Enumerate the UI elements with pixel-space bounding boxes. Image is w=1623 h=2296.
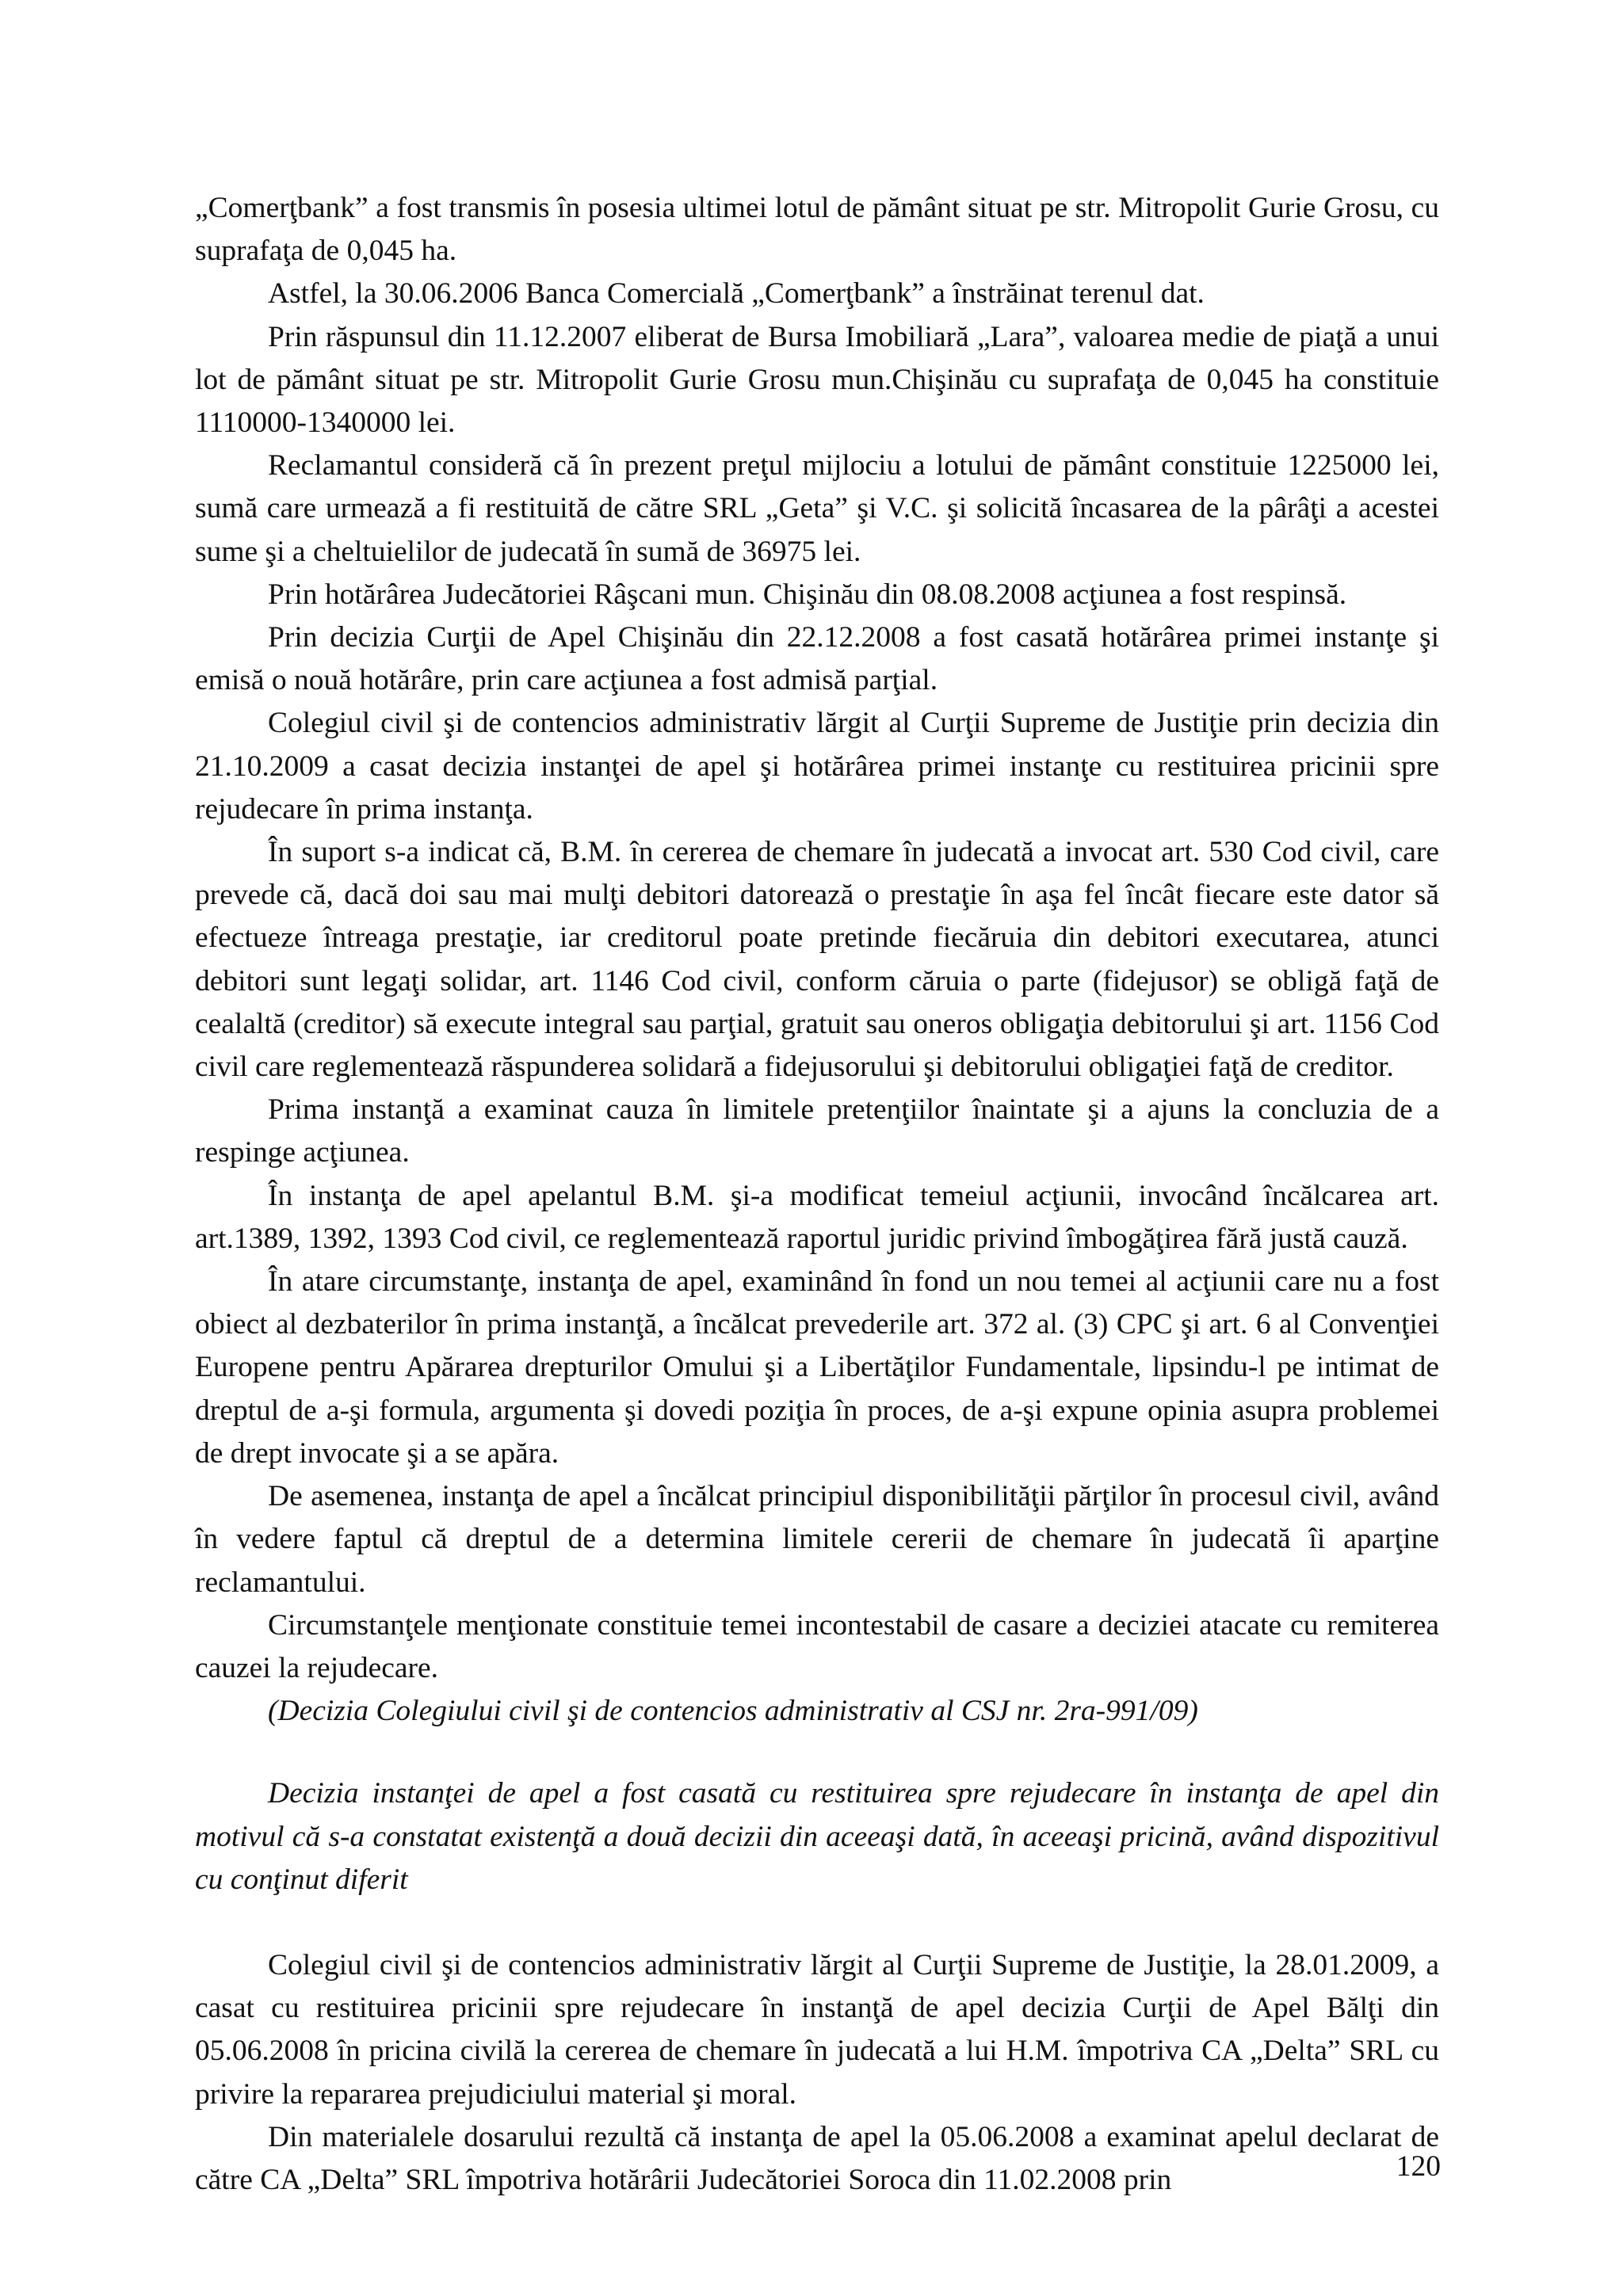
paragraph: Prima instanţă a examinat cauza în limitele pretenţiilor înaintate şi a ajuns la concluzia de a respinge acţiunea.	[195, 1093, 1439, 1169]
document-page	[195, 187, 1439, 2202]
paragraph: Circumstanţele menţionate constituie temei incontestabil de casare a deciziei atacate cu remiterea cauzei la rejudecare.	[195, 1608, 1439, 1684]
page-number: 120	[1396, 2150, 1441, 2183]
decision-citation: (Decizia Colegiului civil şi de contencios administrativ al CSJ nr. 2ra-991/09)	[268, 1695, 1198, 1728]
section-summary: Decizia instanţei de apel a fost casată cu restituirea spre rejudecare în instanţa de apel din motivul că s-a constatat existenţă a două decizii din aceeaşi dată, în aceeaşi pricină, având dispozitivul cu conţinut diferit	[195, 1777, 1439, 1896]
paragraph: În atare circumstanţe, instanţa de apel, examinând în fond un nou temei al acţiunii care nu a fost obiect al dezbaterilor în prima instanţă, a încălcat prevederile art. 372 al. (3) CPC şi art. 6 al Convenţiei Europene pentru Apărarea drepturilor Omului şi a Libertăţilor Fundamentale, lipsindu-l pe intimat de dreptul de a-şi formula, argumenta şi dovedi poziţia în proces, de a-şi expune opinia asupra problemei de drept invocate şi a se apăra.	[195, 1265, 1439, 1470]
paragraph: Prin hotărârea Judecătoriei Râşcani mun. Chişinău din 08.08.2008 acţiunea a fost respinsă.	[268, 578, 1347, 611]
paragraph: Prin răspunsul din 11.12.2007 eliberat de Bursa Imobiliară „Lara”, valoarea medie de piaţă a unui lot de pământ situat pe str. Mitropolit Gurie Grosu mun.Chişinău cu suprafaţa de 0,045 ha constituie 1110000-1340000 lei.	[195, 320, 1439, 440]
paragraph: În instanţa de apel apelantul B.M. şi-a modificat temeiul acţiunii, invocând încălcarea art. art.1389, 1392, 1393 Cod civil, ce reglementează raportul juridic privind îmbogăţirea fără justă cauză.	[195, 1179, 1439, 1255]
paragraph: Astfel, la 30.06.2006 Banca Comercială „Comerţbank” a înstrăinat terenul dat.	[268, 277, 1205, 311]
paragraph: Din materialele dosarului rezultă că instanţa de apel la 05.06.2008 a examinat apelul declarat de către CA „Delta” SRL împotriva hotărârii Judecătoriei Soroca din 11.02.2008 prin	[195, 2120, 1439, 2196]
paragraph: Reclamantul consideră că în prezent preţul mijlociu a lotului de pământ constituie 1225000 lei, sumă care urmează a fi restituită de către SRL „Geta” şi V.C. şi solicită încasarea de la pârâţi a acestei sume şi a cheltuielilor de judecată în sumă de 36975 lei.	[195, 449, 1439, 568]
paragraph: Prin decizia Curţii de Apel Chişinău din 22.12.2008 a fost casată hotărârea primei instanţe şi emisă o nouă hotărâre, prin care acţiunea a fost admisă parţial.	[195, 621, 1439, 697]
paragraph: Colegiul civil şi de contencios administrativ lărgit al Curţii Supreme de Justiţie prin decizia din 21.10.2009 a casat decizia instanţei de apel şi hotărârea primei instanţe cu restituirea pricinii spre rejudecare în prima instanţa.	[195, 707, 1439, 826]
paragraph: În suport s-a indicat că, B.M. în cererea de chemare în judecată a invocat art. 530 Cod civil, care prevede că, dacă doi sau mai mulţi debitori datorează o prestaţie în aşa fel încât fiecare este dator să efectueze întreaga prestaţie, iar creditorul poate pretinde fiecăruia din debitori executarea, atunci debitori sunt legaţi solidar, art. 1146 Cod civil, conform căruia o parte (fidejusor) se obligă faţă de cealaltă (creditor) să execute integral sau parţial, gratuit sau oneros obligaţia debitorului şi art. 1156 Cod civil care reglementează răspunderea solidară a fidejusorului şi debitorului obligaţiei faţă de creditor.	[195, 836, 1439, 1084]
paragraph-continuation: „Comerţbank” a fost transmis în posesia ultimei lotul de pământ situat pe str. Mitropolit Gurie Grosu, cu suprafaţa de 0,045 ha.	[195, 192, 1439, 268]
paragraph: Colegiul civil şi de contencios administrativ lărgit al Curţii Supreme de Justiţie, la 28.01.2009, a casat cu restituirea pricinii spre rejudecare în instanţă de apel decizia Curţii de Apel Bălţi din 05.06.2008 în pricina civilă la cererea de chemare în judecată a lui H.M. împotriva CA „Delta” SRL cu privire la repararea prejudiciului material şi moral.	[195, 1948, 1439, 2111]
paragraph: De asemenea, instanţa de apel a încălcat principiul disponibilităţii părţilor în procesul civil, având în vedere faptul că dreptul de a determina limitele cererii de chemare în judecată îi aparţine reclamantului.	[195, 1480, 1439, 1599]
